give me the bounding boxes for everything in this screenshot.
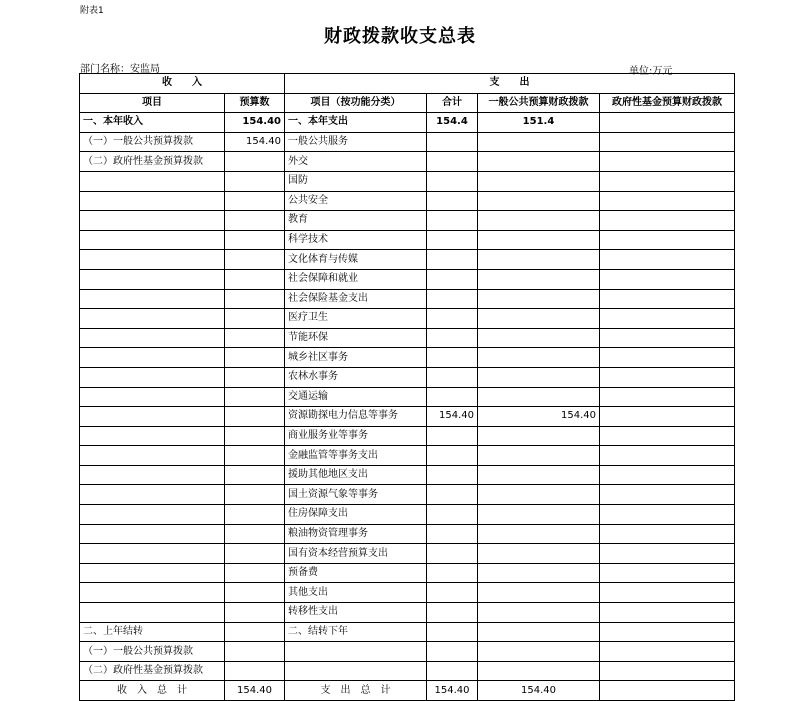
gov-fund-cell xyxy=(600,603,735,623)
gov-fund-cell xyxy=(600,309,735,329)
total-cell xyxy=(427,603,478,623)
table-row xyxy=(80,426,735,446)
unit-label: 单位:万元 xyxy=(629,66,673,77)
table-row xyxy=(80,250,735,270)
gov-fund-cell xyxy=(600,407,735,427)
general-budget-cell xyxy=(478,367,600,387)
income-item-cell xyxy=(80,367,225,387)
col-header-item: 项目 xyxy=(80,93,225,113)
expense-item-cell xyxy=(285,642,427,662)
income-item-cell: 二、上年结转 xyxy=(80,622,225,642)
income-section-header: 收 入 xyxy=(80,74,285,94)
expense-item-cell: 节能环保 xyxy=(285,328,427,348)
income-item-cell xyxy=(80,387,225,407)
gov-fund-cell xyxy=(600,367,735,387)
income-value-cell xyxy=(225,152,285,172)
income-item-cell xyxy=(80,505,225,525)
income-value-cell xyxy=(225,661,285,681)
gov-fund-cell xyxy=(600,505,735,525)
col-header-gov-fund: 政府性基金预算财政拨款 xyxy=(600,93,735,113)
income-value-cell xyxy=(225,603,285,623)
general-budget-cell xyxy=(478,563,600,583)
general-budget-cell xyxy=(478,250,600,270)
totals-row xyxy=(80,681,735,701)
table-row xyxy=(80,661,735,681)
total-cell xyxy=(427,563,478,583)
expense-total-label: 支 出 总 计 xyxy=(285,681,427,701)
total-cell xyxy=(427,465,478,485)
general-budget-cell xyxy=(478,269,600,289)
table-row xyxy=(80,132,735,152)
gov-fund-cell xyxy=(600,642,735,662)
expense-item-cell: 国土资源气象等事务 xyxy=(285,485,427,505)
gov-fund-cell xyxy=(600,544,735,564)
table-row xyxy=(80,152,735,172)
general-budget-cell xyxy=(478,426,600,446)
general-budget-cell: 151.4 xyxy=(478,113,600,133)
gov-fund-cell xyxy=(600,250,735,270)
income-item-cell xyxy=(80,230,225,250)
expense-item-cell: 金融监管等事务支出 xyxy=(285,446,427,466)
general-budget-cell xyxy=(478,465,600,485)
general-budget-cell xyxy=(478,191,600,211)
general-budget-cell xyxy=(478,309,600,329)
income-value-cell xyxy=(225,426,285,446)
income-item-cell xyxy=(80,485,225,505)
general-budget-cell xyxy=(478,583,600,603)
table-row xyxy=(80,446,735,466)
income-value-cell: 154.40 xyxy=(225,113,285,133)
expense-item-cell: 社会保险基金支出 xyxy=(285,289,427,309)
expense-item-cell: 社会保障和就业 xyxy=(285,269,427,289)
income-value-cell: 154.40 xyxy=(225,132,285,152)
table-row xyxy=(80,544,735,564)
income-value-cell xyxy=(225,485,285,505)
gov-fund-cell xyxy=(600,465,735,485)
total-cell xyxy=(427,642,478,662)
expense-item-cell: 文化体育与传媒 xyxy=(285,250,427,270)
total-cell: 154.4 xyxy=(427,113,478,133)
income-value-cell xyxy=(225,171,285,191)
income-value-cell xyxy=(225,269,285,289)
table-row xyxy=(80,387,735,407)
gov-fund-cell xyxy=(600,563,735,583)
income-item-cell xyxy=(80,348,225,368)
total-cell xyxy=(427,328,478,348)
table-row xyxy=(80,485,735,505)
gov-fund-cell xyxy=(600,113,735,133)
general-budget-cell xyxy=(478,603,600,623)
col-header-total: 合计 xyxy=(427,93,478,113)
gov-fund-cell xyxy=(600,387,735,407)
total-cell xyxy=(427,426,478,446)
gov-fund-cell xyxy=(600,348,735,368)
col-header-item-func: 项目（按功能分类） xyxy=(285,93,427,113)
income-item-cell: （二）政府性基金预算拨款 xyxy=(80,661,225,681)
expense-item-cell: 住房保障支出 xyxy=(285,505,427,525)
income-item-cell xyxy=(80,465,225,485)
expense-item-cell: 城乡社区事务 xyxy=(285,348,427,368)
income-total-value: 154.40 xyxy=(225,681,285,701)
total-cell xyxy=(427,309,478,329)
total-cell xyxy=(427,387,478,407)
income-item-cell xyxy=(80,407,225,427)
expense-item-cell: 农林水事务 xyxy=(285,367,427,387)
income-value-cell xyxy=(225,563,285,583)
expense-item-cell: 教育 xyxy=(285,211,427,231)
income-item-cell xyxy=(80,583,225,603)
general-budget-cell xyxy=(478,524,600,544)
income-value-cell xyxy=(225,328,285,348)
gov-fund-cell xyxy=(600,191,735,211)
expense-item-cell: 商业服务业等事务 xyxy=(285,426,427,446)
expense-item-cell: 医疗卫生 xyxy=(285,309,427,329)
income-value-cell xyxy=(225,309,285,329)
income-item-cell xyxy=(80,544,225,564)
total-cell xyxy=(427,191,478,211)
expense-item-cell: 交通运输 xyxy=(285,387,427,407)
table-row xyxy=(80,465,735,485)
gov-fund-cell xyxy=(600,446,735,466)
income-value-cell xyxy=(225,387,285,407)
general-budget-cell xyxy=(478,446,600,466)
gov-fund-cell xyxy=(600,289,735,309)
total-cell xyxy=(427,524,478,544)
income-value-cell xyxy=(225,211,285,231)
gov-fund-cell xyxy=(600,583,735,603)
income-item-cell xyxy=(80,563,225,583)
income-item-cell xyxy=(80,191,225,211)
income-value-cell xyxy=(225,348,285,368)
gov-fund-cell xyxy=(600,211,735,231)
gov-fund-cell xyxy=(600,230,735,250)
expense-item-cell: 预备费 xyxy=(285,563,427,583)
col-header-budget: 预算数 xyxy=(225,93,285,113)
gov-fund-cell xyxy=(600,269,735,289)
general-budget-cell xyxy=(478,348,600,368)
total-cell xyxy=(427,485,478,505)
total-cell xyxy=(427,132,478,152)
income-value-cell xyxy=(225,407,285,427)
general-budget-cell xyxy=(478,544,600,564)
income-value-cell xyxy=(225,367,285,387)
total-cell xyxy=(427,289,478,309)
expense-item-cell: 科学技术 xyxy=(285,230,427,250)
gov-fund-cell xyxy=(600,661,735,681)
table-row xyxy=(80,211,735,231)
expense-item-cell xyxy=(285,661,427,681)
table-row xyxy=(80,289,735,309)
income-item-cell: （一）一般公共预算拨款 xyxy=(80,132,225,152)
total-cell xyxy=(427,446,478,466)
gov-fund-total-value xyxy=(600,681,735,701)
income-value-cell xyxy=(225,289,285,309)
total-cell xyxy=(427,583,478,603)
expense-item-cell: 国防 xyxy=(285,171,427,191)
general-budget-cell xyxy=(478,132,600,152)
page-title: 财政拨款收支总表 xyxy=(324,26,476,47)
total-cell xyxy=(427,171,478,191)
gov-fund-cell xyxy=(600,328,735,348)
table-row xyxy=(80,367,735,387)
table-row xyxy=(80,171,735,191)
income-item-cell xyxy=(80,269,225,289)
income-value-cell xyxy=(225,544,285,564)
total-cell xyxy=(427,505,478,525)
table-row xyxy=(80,524,735,544)
gov-fund-cell xyxy=(600,152,735,172)
income-item-cell xyxy=(80,603,225,623)
table-row xyxy=(80,269,735,289)
income-item-cell xyxy=(80,524,225,544)
total-cell xyxy=(427,152,478,172)
expense-section-header: 支 出 xyxy=(285,74,735,94)
total-cell xyxy=(427,661,478,681)
expense-item-cell: 国有资本经营预算支出 xyxy=(285,544,427,564)
income-item-cell: （二）政府性基金预算拨款 xyxy=(80,152,225,172)
table-row xyxy=(80,191,735,211)
total-cell xyxy=(427,211,478,231)
expense-item-cell: 其他支出 xyxy=(285,583,427,603)
gov-fund-cell xyxy=(600,426,735,446)
general-budget-cell xyxy=(478,387,600,407)
general-budget-cell: 154.40 xyxy=(478,407,600,427)
total-cell xyxy=(427,367,478,387)
income-value-cell xyxy=(225,642,285,662)
attachment-label: 附表1 xyxy=(80,6,104,16)
finance-summary-table xyxy=(79,73,735,701)
income-value-cell xyxy=(225,191,285,211)
expense-item-cell: 粮油物资管理事务 xyxy=(285,524,427,544)
general-budget-cell xyxy=(478,171,600,191)
general-budget-cell xyxy=(478,152,600,172)
expense-item-cell: 外交 xyxy=(285,152,427,172)
general-budget-cell xyxy=(478,505,600,525)
table-row xyxy=(80,230,735,250)
total-cell xyxy=(427,250,478,270)
gov-fund-cell xyxy=(600,622,735,642)
income-total-label: 收 入 总 计 xyxy=(80,681,225,701)
total-cell xyxy=(427,230,478,250)
income-item-cell xyxy=(80,250,225,270)
table-row xyxy=(80,603,735,623)
expense-item-cell: 一般公共服务 xyxy=(285,132,427,152)
department-label: 部门名称：安监局 xyxy=(80,64,160,75)
gov-fund-cell xyxy=(600,485,735,505)
general-budget-cell xyxy=(478,328,600,348)
total-cell xyxy=(427,269,478,289)
total-cell xyxy=(427,544,478,564)
col-header-general: 一般公共预算财政拨款 xyxy=(478,93,600,113)
table-row xyxy=(80,642,735,662)
expense-item-cell: 资源勘探电力信息等事务 xyxy=(285,407,427,427)
income-value-cell xyxy=(225,250,285,270)
expense-total-value: 154.40 xyxy=(427,681,478,701)
table-row xyxy=(80,407,735,427)
income-value-cell xyxy=(225,465,285,485)
income-item-cell xyxy=(80,289,225,309)
table-row xyxy=(80,583,735,603)
total-cell xyxy=(427,622,478,642)
table-row xyxy=(80,113,735,133)
table-row xyxy=(80,563,735,583)
gov-fund-cell xyxy=(600,524,735,544)
total-cell: 154.40 xyxy=(427,407,478,427)
table-row xyxy=(80,505,735,525)
general-total-value: 154.40 xyxy=(478,681,600,701)
income-item-cell: （一）一般公共预算拨款 xyxy=(80,642,225,662)
expense-item-cell: 一、本年支出 xyxy=(285,113,427,133)
expense-item-cell: 公共安全 xyxy=(285,191,427,211)
income-item-cell: 一、本年收入 xyxy=(80,113,225,133)
income-value-cell xyxy=(225,524,285,544)
expense-item-cell: 二、结转下年 xyxy=(285,622,427,642)
expense-item-cell: 援助其他地区支出 xyxy=(285,465,427,485)
gov-fund-cell xyxy=(600,171,735,191)
total-cell xyxy=(427,348,478,368)
income-value-cell xyxy=(225,505,285,525)
expense-item-cell: 转移性支出 xyxy=(285,603,427,623)
general-budget-cell xyxy=(478,211,600,231)
general-budget-cell xyxy=(478,230,600,250)
income-item-cell xyxy=(80,426,225,446)
income-item-cell xyxy=(80,211,225,231)
income-item-cell xyxy=(80,171,225,191)
income-value-cell xyxy=(225,230,285,250)
table-row xyxy=(80,328,735,348)
income-value-cell xyxy=(225,622,285,642)
general-budget-cell xyxy=(478,642,600,662)
table-row xyxy=(80,622,735,642)
income-item-cell xyxy=(80,328,225,348)
general-budget-cell xyxy=(478,622,600,642)
general-budget-cell xyxy=(478,485,600,505)
general-budget-cell xyxy=(478,289,600,309)
income-value-cell xyxy=(225,446,285,466)
gov-fund-cell xyxy=(600,132,735,152)
income-value-cell xyxy=(225,583,285,603)
income-item-cell xyxy=(80,309,225,329)
income-item-cell xyxy=(80,446,225,466)
table-row xyxy=(80,309,735,329)
table-row xyxy=(80,348,735,368)
general-budget-cell xyxy=(478,661,600,681)
